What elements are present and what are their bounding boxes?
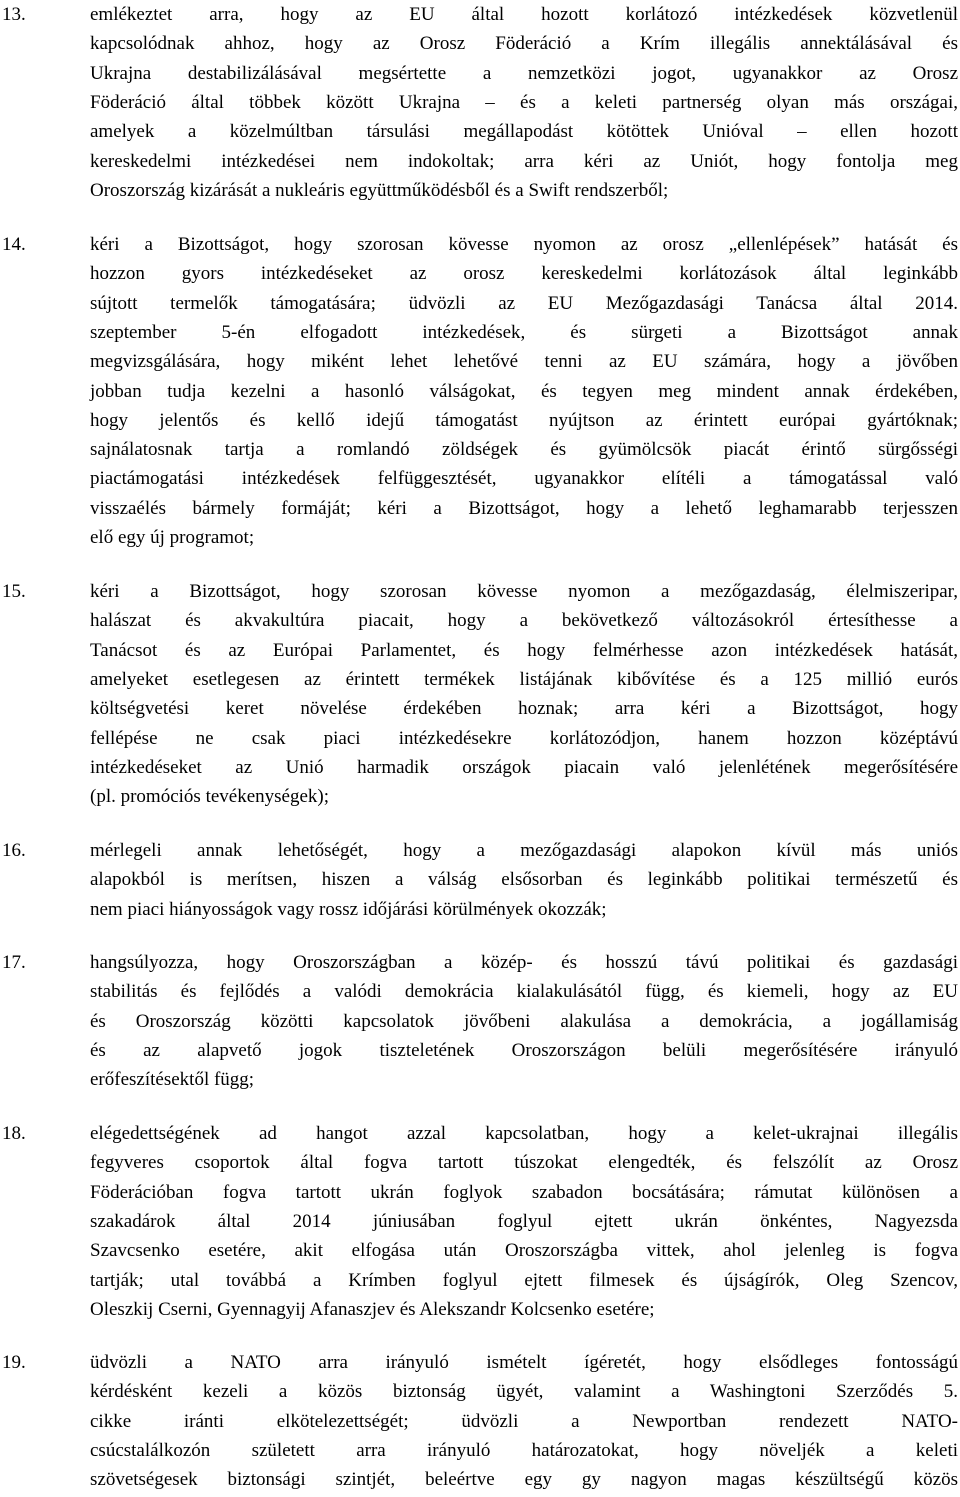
text-line: elő egy új programot;: [90, 527, 255, 548]
text-line: üdvözli a NATO arra irányuló ismételt ígéretét, hogy elsődleges fontosságú: [90, 1352, 958, 1373]
paragraph-number: 16.: [2, 840, 26, 861]
paragraph-number: 13.: [2, 4, 26, 25]
text-line: Föderációban fogva tartott ukrán foglyok szabadon bocsátására; rámutat különösen a: [90, 1181, 958, 1203]
text-line: fegyveres csoportok által fogva tartott túszokat elengedték, és felszólít az Orosz: [90, 1152, 958, 1174]
text-line: tartják; utal továbbá a Krímben foglyul ejtett filmesek és újságírók, Oleg Szencov,: [90, 1269, 958, 1291]
text-line: fellépése ne csak piaci intézkedésekre korlátozódjon, hanem hozzon középtávú: [90, 727, 958, 749]
text-line: sújtott termelők támogatására; üdvözli az EU Mezőgazdasági Tanácsa által 2014.: [90, 292, 958, 314]
text-line: és az alapvető jogok tiszteletének Oroszországon belüli megerősítésére irányuló: [90, 1039, 958, 1061]
text-line: alapokból is merítsen, hiszen a válság elsősorban és leginkább politikai természetű és: [90, 869, 958, 891]
text-line: Tanácsot és az Európai Parlamentet, és hogy felmérhesse azon intézkedések hatását,: [90, 639, 958, 661]
text-line: megvizsgálására, hogy miként lehet lehetővé tenni az EU számára, hogy a jövőben: [90, 351, 958, 373]
text-line: szövetségesek biztonsági szintjét, beleértve egy gy nagyon magas készültségű közös: [90, 1469, 958, 1491]
text-line: költségvetési keret növelése érdekében hoznak; arra kéri a Bizottságot, hogy: [90, 698, 958, 720]
text-line: emlékeztet arra, hogy az EU által hozott korlátozó intézkedések közvetlenül: [90, 4, 958, 25]
text-line: amelyek a közelmúltban társulási megállapodást kötöttek Unióval – ellen hozott: [90, 121, 958, 143]
paragraph-number: 14.: [2, 234, 26, 255]
paragraph-number: 18.: [2, 1123, 26, 1144]
text-line: hozzon gyors intézkedéseket az orosz kereskedelmi korlátozások által leginkább: [90, 263, 958, 285]
text-line: sajnálatosnak tartja a romlandó zöldségek és gyümölcsök piacát érintő sürgősségi: [90, 439, 958, 461]
text-line: intézkedéseket az Unió harmadik országok piacain való jelenlétének megerősítésére: [90, 756, 958, 778]
text-line: elégedettségének ad hangot azzal kapcsolatban, hogy a kelet-ukrajnai illegális: [90, 1123, 958, 1144]
text-line: kapcsolódnak ahhoz, hogy az Orosz Föderáció a Krím illegális annektálásával és: [90, 33, 958, 55]
text-line: halászat és akvakultúra piacait, hogy a bekövetkező változásokról értesíthesse a: [90, 610, 958, 632]
text-line: nem piaci hiányosságok vagy rossz időjárási körülmények okozzák;: [90, 898, 607, 920]
text-line: piactámogatási intézkedések felfüggesztését, ugyanakkor elítéli a támogatással való: [90, 468, 958, 490]
text-line: amelyeket esetlegesen az érintett termékek listájának kibővítése és a 125 millió eurós: [90, 668, 958, 690]
text-line: stabilitás és fejlődés a valódi demokrácia kialakulásától függ, és kiemeli, hogy az EU: [90, 981, 958, 1003]
text-line: szeptember 5-én elfogadott intézkedések, és sürgeti a Bizottságot annak: [90, 321, 958, 343]
text-line: szakadárok által 2014 júniusában foglyul ejtett ukrán önkéntes, Nagyezsda: [90, 1210, 958, 1232]
text-line: Szavcsenko esetére, akit elfogása után Oroszországba vittek, ahol jelenleg is fogva: [90, 1240, 958, 1262]
paragraph-number: 19.: [2, 1352, 26, 1373]
paragraph-number: 17.: [2, 952, 26, 973]
text-line: Oleszkij Cserni, Gyennagyij Afanaszjev és Alekszandr Kolcsenko esetére;: [90, 1298, 655, 1320]
text-line: Ukrajna destabilizálásával megsértette a nemzetközi jogot, ugyanakkor az Orosz: [90, 62, 958, 84]
text-line: cikke iránti elkötelezettségét; üdvözli a Newportban rendezett NATO-: [90, 1410, 958, 1432]
text-line: hangsúlyozza, hogy Oroszországban a közép- és hosszú távú politikai és gazdasági: [90, 952, 958, 973]
text-line: Föderáció által többek között Ukrajna – és a keleti partnerség olyan más országai,: [90, 91, 958, 113]
text-line: Oroszország kizárását a nukleáris együttműködésből és a Swift rendszerből;: [90, 179, 669, 201]
paragraph-number: 15.: [2, 581, 26, 602]
text-line: kérdésként kezeli a közös biztonság ügyét, valamint a Washingtoni Szerződés 5.: [90, 1381, 958, 1403]
text-line: csúcstalálkozón született arra irányuló határozatokat, hogy növeljék a keleti: [90, 1439, 958, 1461]
text-line: hogy jelentős és kellő idejű támogatást nyújtson az érintett európai gyártóknak;: [90, 409, 958, 431]
text-line: visszaélés bármely formáját; kéri a Bizottságot, hogy a lehető leghamarabb terjesszen: [90, 497, 958, 519]
text-line: (pl. promóciós tevékenységek);: [90, 786, 330, 808]
text-line: és Oroszország közötti kapcsolatok jövőbeni alakulása a demokrácia, a jogállamiság: [90, 1010, 958, 1032]
text-line: erőfeszítésektől függ;: [90, 1069, 255, 1091]
text-line: kereskedelmi intézkedései nem indokoltak; arra kéri az Uniót, hogy fontolja meg: [90, 150, 958, 172]
text-line: kéri a Bizottságot, hogy szorosan kövesse nyomon az orosz „ellenlépések” hatását és: [90, 234, 958, 255]
text-line: jobban tudja kezelni a hasonló válságokat, és tegyen meg mindent annak érdekében,: [90, 380, 958, 402]
text-line: kéri a Bizottságot, hogy szorosan kövesse nyomon a mezőgazdaság, élelmiszeripar,: [90, 581, 958, 602]
text-line: mérlegeli annak lehetőségét, hogy a mezőgazdasági alapokon kívül más uniós: [90, 840, 958, 861]
